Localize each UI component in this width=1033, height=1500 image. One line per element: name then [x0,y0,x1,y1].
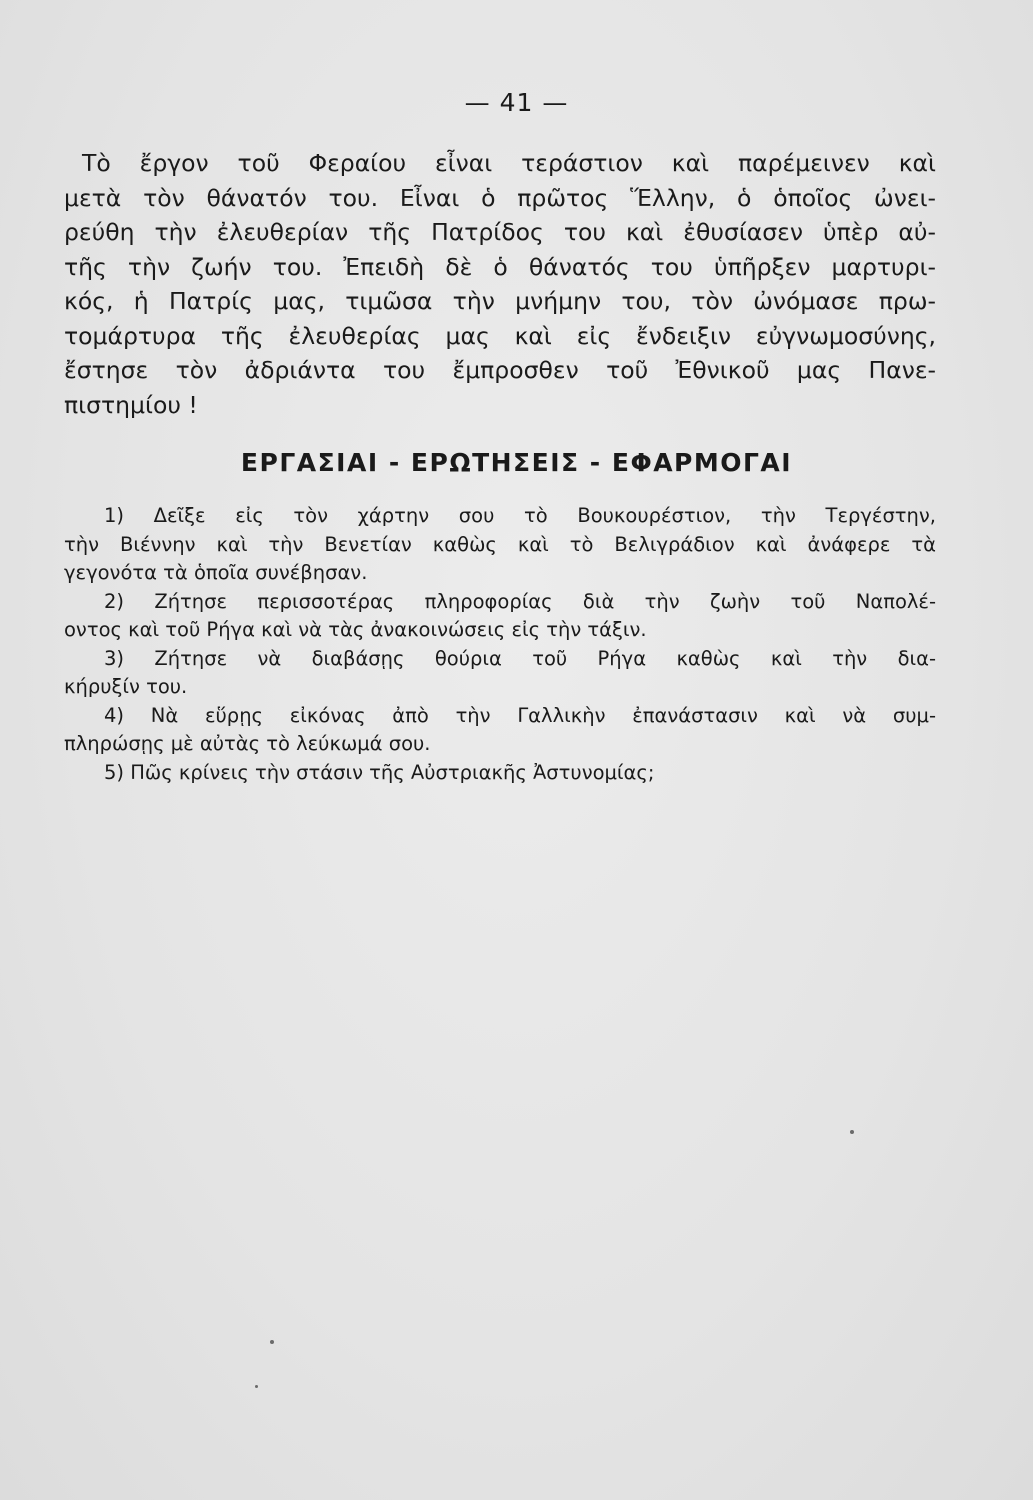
text-line: Τὸ ἔργον τοῦ Φεραίου εἶναι τεράστιον καὶ παρέμεινεν καὶ [82,149,936,177]
scan-speck [850,1130,854,1134]
page-number: — 41 — [464,88,569,117]
section-heading: ΕΡΓΑΣΙΑΙ - ΕΡΩΤΗΣΕΙΣ - ΕΦΑΡΜΟΓΑΙ [240,448,793,477]
text-line: πιστημίου ! [64,390,198,419]
text-line: κός, ἡ Πατρίς μας, τιμῶσα τὴν μνήμην του, τὸν ὠνόμασε πρω- [64,287,936,315]
exercise-line: 1) Δεῖξε εἰς τὸν χάρτην σου τὸ Βουκουρέστιον, τὴν Τεργέστην, [104,504,936,527]
exercise-line: 3) Ζήτησε νὰ διαβάσῃς θούρια τοῦ Ρήγα καθὼς καὶ τὴν δια- [104,646,936,670]
exercise-line: 4) Νὰ εὕρῃς εἰκόνας ἀπὸ τὴν Γαλλικὴν ἐπανάστασιν καὶ νὰ συμ- [104,703,936,727]
text-line: τομάρτυρα τῆς ἐλευθερίας μας καὶ εἰς ἔνδειξιν εὐγνωμοσύνης, [64,321,936,350]
exercise-item [64,645,936,702]
text-line: ρεύθη τὴν ἐλευθερίαν τῆς Πατρίδος του καὶ ἐθυσίασεν ὑπὲρ αὐ- [64,218,936,246]
scan-speck [270,1340,274,1344]
exercise-list [64,502,936,787]
text-line: μετὰ τὸν θάνατόν του. Εἶναι ὁ πρῶτος Ἕλλην, ὁ ὁποῖος ὠνει- [64,183,936,212]
scan-speck [255,1385,258,1388]
exercise-line: 2) Ζήτησε περισσοτέρας πληροφορίας διὰ τὴν ζωὴν τοῦ Ναπολέ- [104,589,936,613]
exercise-item [64,759,936,788]
exercise-line: τὴν Βιέννην καὶ τὴν Βενετίαν καθὼς καὶ τὸ Βελιγράδιον καὶ ἀνάφερε τὰ [64,532,936,556]
text-line: ἔστησε τὸν ἀδριάντα του ἔμπροσθεν τοῦ Ἐθνικοῦ μας Πανε- [64,356,936,384]
exercise-item [64,702,936,759]
exercise-item [64,502,936,588]
exercise-item [64,588,936,645]
intro-paragraph [64,146,936,422]
exercise-line: γεγονότα τὰ ὁποῖα συνέβησαν. [64,561,368,584]
exercise-line: 5) Πῶς κρίνεις τὴν στάσιν τῆς Αὐστριακῆς Ἀστυνομίας; [104,760,655,784]
exercise-line: πληρώσῃς μὲ αὐτὰς τὸ λεύκωμά σου. [64,732,431,755]
exercise-line: κήρυξίν του. [64,675,188,698]
text-line: τῆς τὴν ζωήν του. Ἐπειδὴ δὲ ὁ θάνατός του ὑπῆρξεν μαρτυρι- [64,252,936,281]
exercise-line: οντος καὶ τοῦ Ρήγα καὶ νὰ τὰς ἀνακοινώσεις εἰς τὴν τάξιν. [64,618,647,641]
